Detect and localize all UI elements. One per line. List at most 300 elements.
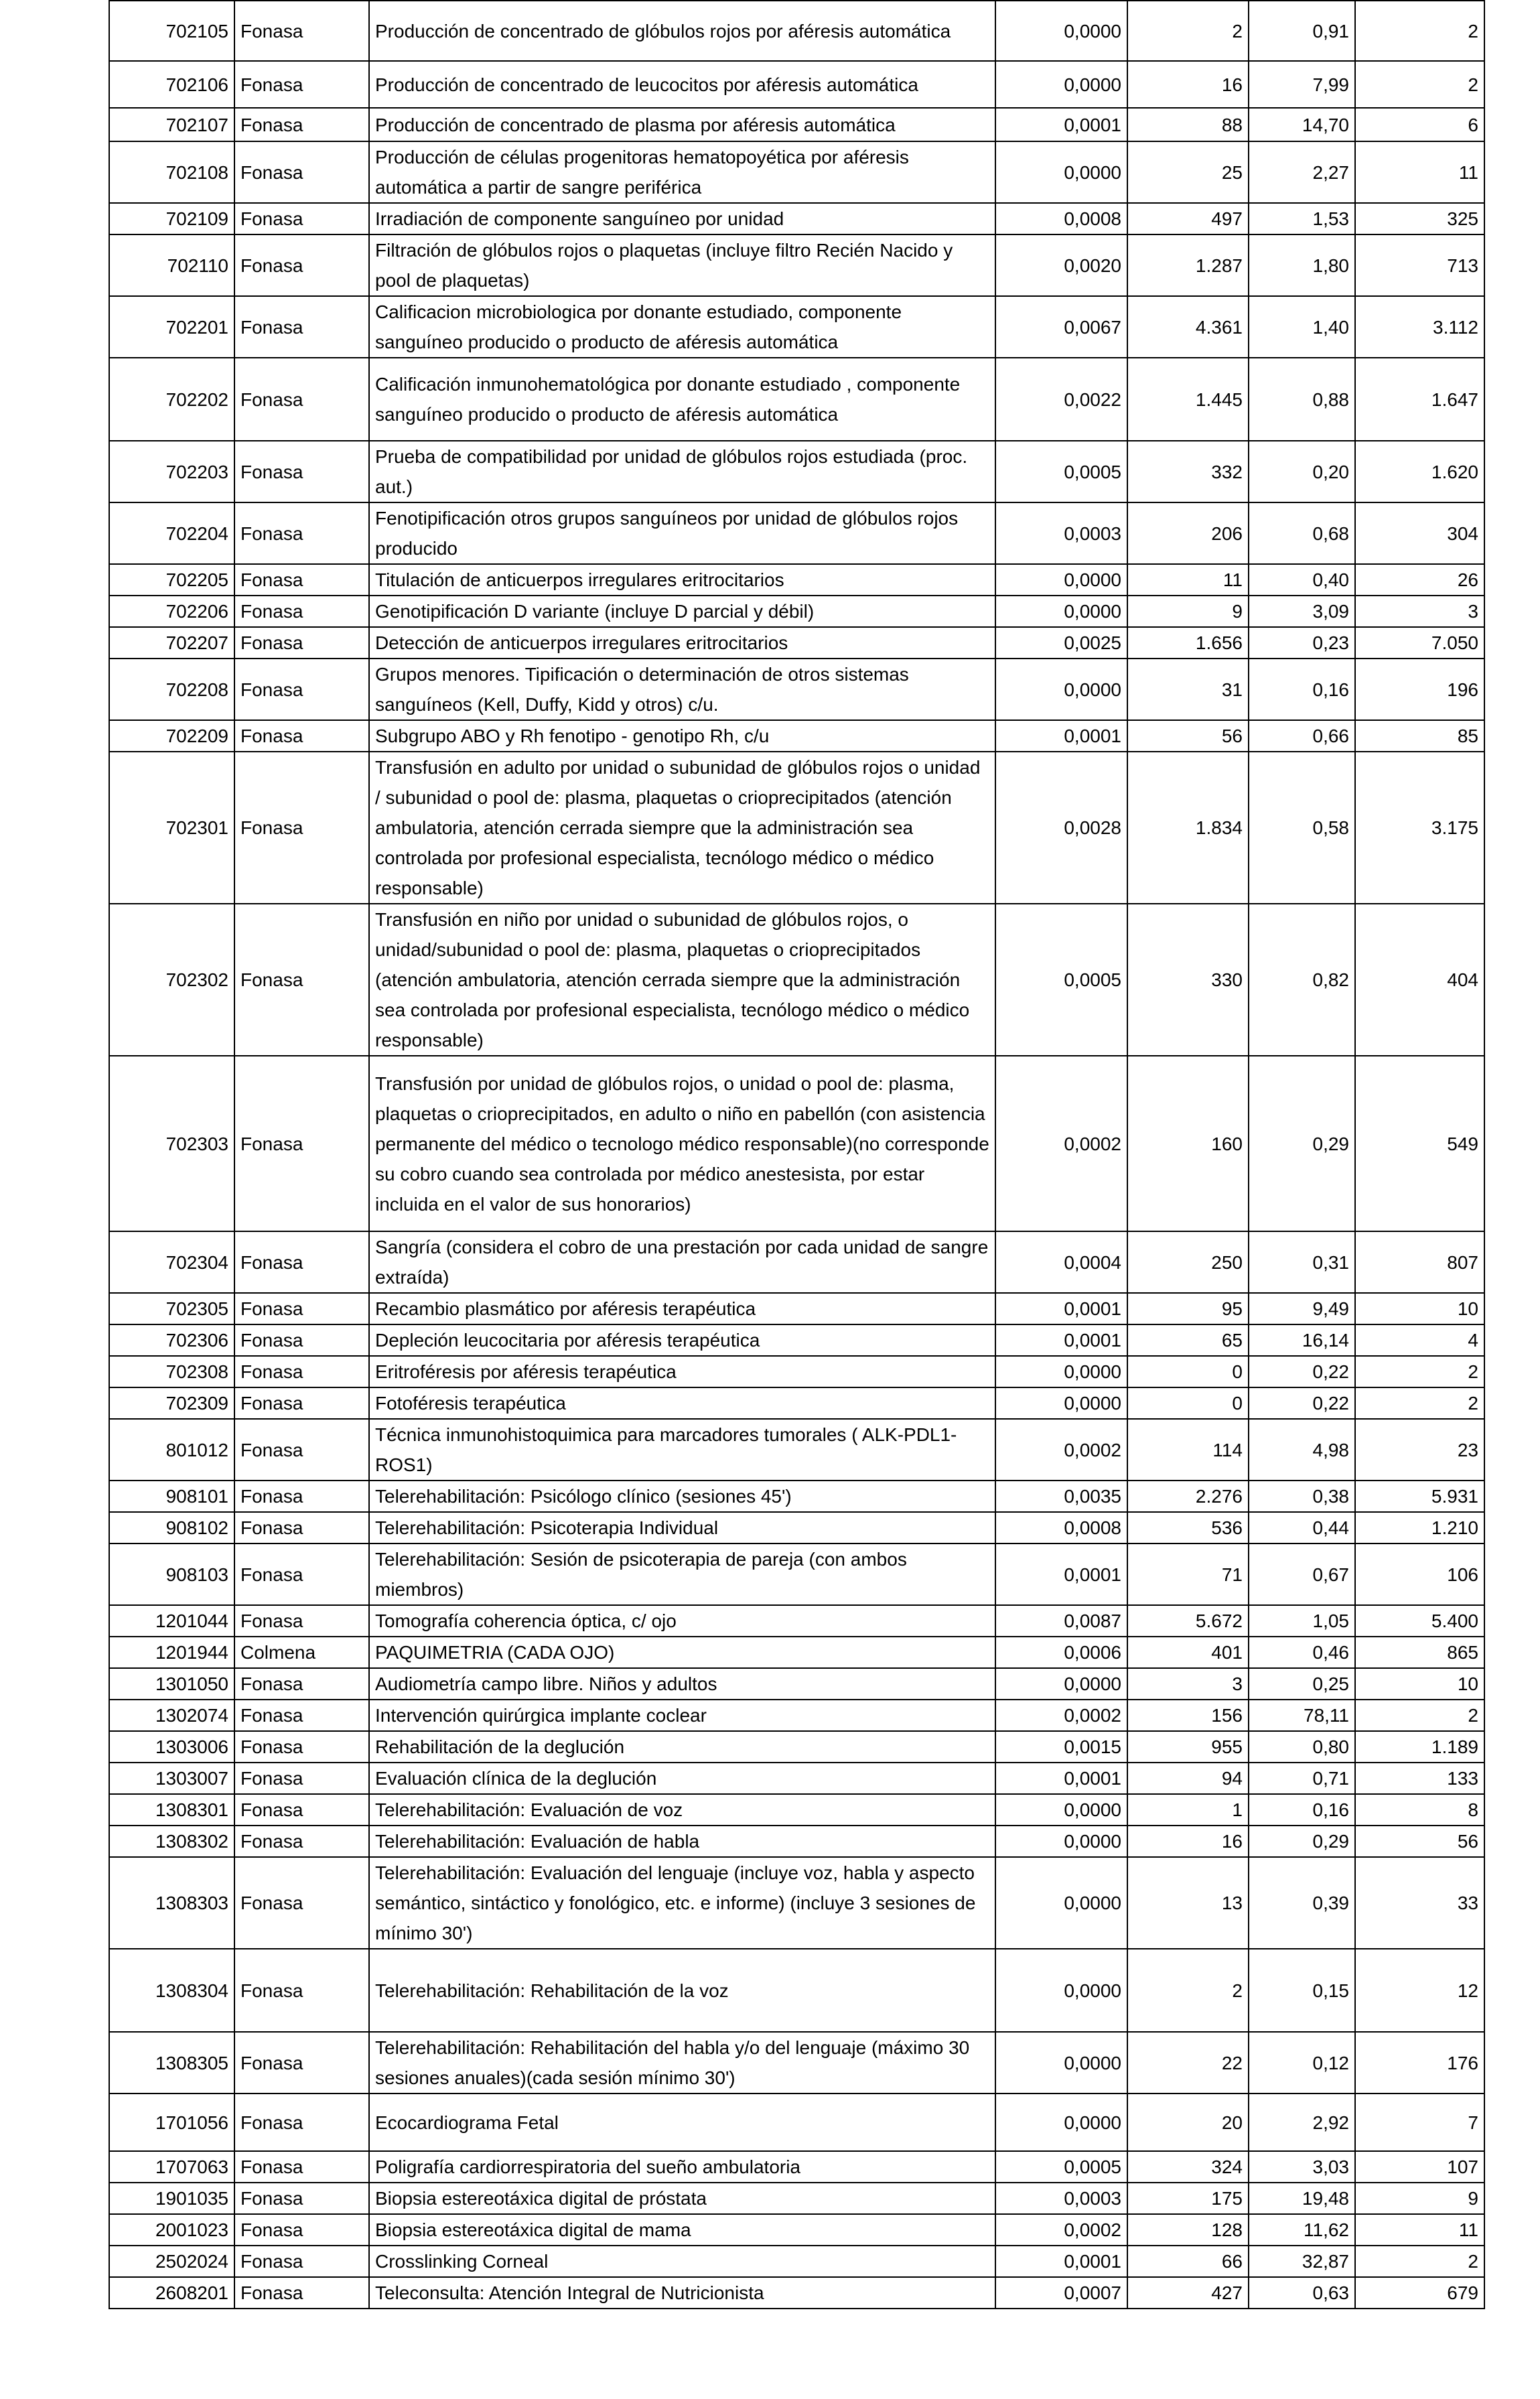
value-cell-4: 106	[1355, 1544, 1484, 1605]
value-cell-2: 1.445	[1127, 358, 1249, 441]
value-cell-3: 0,22	[1249, 1356, 1355, 1387]
insurer-cell: Fonasa	[234, 2246, 369, 2277]
value-cell-2: 65	[1127, 1324, 1249, 1356]
table-row	[109, 502, 1484, 564]
value-cell-4: 1.620	[1355, 441, 1484, 502]
value-cell-3: 0,29	[1249, 1826, 1355, 1857]
value-cell-3: 14,70	[1249, 108, 1355, 141]
table-row	[109, 1512, 1484, 1544]
value-cell-2: 1.287	[1127, 234, 1249, 296]
code-cell: 702110	[109, 234, 234, 296]
insurer-cell: Fonasa	[234, 1605, 369, 1637]
code-cell: 2502024	[109, 2246, 234, 2277]
value-cell-1: 0,0000	[995, 1826, 1127, 1857]
code-cell: 702109	[109, 203, 234, 234]
value-cell-1: 0,0000	[995, 2094, 1127, 2151]
description-cell: PAQUIMETRIA (CADA OJO)	[369, 1637, 995, 1668]
value-cell-3: 0,80	[1249, 1731, 1355, 1763]
prestaciones-table	[109, 0, 1485, 2309]
description-cell: Telerehabilitación: Psicoterapia Individual	[369, 1512, 995, 1544]
description-cell: Técnica inmunohistoquimica para marcadores tumorales ( ALK-PDL1-ROS1)	[369, 1419, 995, 1481]
value-cell-2: 9	[1127, 596, 1249, 627]
value-cell-4: 107	[1355, 2151, 1484, 2183]
insurer-cell: Fonasa	[234, 720, 369, 752]
value-cell-3: 0,91	[1249, 1, 1355, 61]
value-cell-2: 536	[1127, 1512, 1249, 1544]
value-cell-2: 2	[1127, 1, 1249, 61]
code-cell: 1308301	[109, 1794, 234, 1826]
description-cell: Transfusión por unidad de glóbulos rojos, o unidad o pool de: plasma, plaquetas o crioprecipitados, en adulto o niño en pabellón (con asistencia permanente del médico o tecnologo médico responsable)(no corresponde su cobro cuando sea controlada por médico anestesista, por estar incluida en el valor de sus honorarios)	[369, 1056, 995, 1231]
value-cell-1: 0,0000	[995, 1949, 1127, 2032]
code-cell: 2608201	[109, 2277, 234, 2309]
value-cell-2: 0	[1127, 1356, 1249, 1387]
description-cell: Calificación inmunohematológica por donante estudiado , componente sanguíneo producido o producto de aféresis automática	[369, 358, 995, 441]
value-cell-1: 0,0015	[995, 1731, 1127, 1763]
value-cell-3: 0,15	[1249, 1949, 1355, 2032]
code-cell: 1302074	[109, 1700, 234, 1731]
table-row	[109, 2094, 1484, 2151]
code-cell: 1707063	[109, 2151, 234, 2183]
description-cell: Tomografía coherencia óptica, c/ ojo	[369, 1605, 995, 1637]
value-cell-3: 11,62	[1249, 2214, 1355, 2246]
value-cell-4: 7.050	[1355, 627, 1484, 659]
description-cell: Transfusión en adulto por unidad o subunidad de glóbulos rojos o unidad / subunidad o pool de: plasma, plaquetas o crioprecipitados (atención ambulatoria, atención cerrada siempre que la administración sea controlada por profesional especialista, tecnólogo médico o médico responsable)	[369, 752, 995, 904]
value-cell-1: 0,0008	[995, 203, 1127, 234]
code-cell: 702308	[109, 1356, 234, 1387]
value-cell-4: 713	[1355, 234, 1484, 296]
value-cell-3: 0,58	[1249, 752, 1355, 904]
value-cell-1: 0,0006	[995, 1637, 1127, 1668]
description-cell: Telerehabilitación: Psicólogo clínico (sesiones 45')	[369, 1481, 995, 1512]
table-row	[109, 1419, 1484, 1481]
code-cell: 1303007	[109, 1763, 234, 1794]
description-cell: Fenotipificación otros grupos sanguíneos por unidad de glóbulos rojos producido	[369, 502, 995, 564]
value-cell-3: 0,38	[1249, 1481, 1355, 1512]
description-cell: Telerehabilitación: Evaluación del lenguaje (incluye voz, habla y aspecto semántico, sintáctico y fonológico, etc. e informe) (incluye 3 sesiones de mínimo 30')	[369, 1857, 995, 1949]
table-row	[109, 2214, 1484, 2246]
code-cell: 702206	[109, 596, 234, 627]
insurer-cell: Fonasa	[234, 904, 369, 1056]
value-cell-1: 0,0002	[995, 1419, 1127, 1481]
description-cell: Irradiación de componente sanguíneo por unidad	[369, 203, 995, 234]
value-cell-4: 3	[1355, 596, 1484, 627]
table-row	[109, 2183, 1484, 2214]
code-cell: 801012	[109, 1419, 234, 1481]
value-cell-4: 549	[1355, 1056, 1484, 1231]
description-cell: Titulación de anticuerpos irregulares eritrocitarios	[369, 564, 995, 596]
value-cell-3: 0,16	[1249, 1794, 1355, 1826]
description-cell: Biopsia estereotáxica digital de próstata	[369, 2183, 995, 2214]
code-cell: 702202	[109, 358, 234, 441]
table-row	[109, 1387, 1484, 1419]
insurer-cell: Fonasa	[234, 1387, 369, 1419]
description-cell: Ecocardiograma Fetal	[369, 2094, 995, 2151]
description-cell: Telerehabilitación: Sesión de psicoterapia de pareja (con ambos miembros)	[369, 1544, 995, 1605]
table-row	[109, 1763, 1484, 1794]
value-cell-2: 1.656	[1127, 627, 1249, 659]
description-cell: Crosslinking Corneal	[369, 2246, 995, 2277]
value-cell-1: 0,0001	[995, 1293, 1127, 1324]
insurer-cell: Fonasa	[234, 502, 369, 564]
code-cell: 1201944	[109, 1637, 234, 1668]
value-cell-2: 206	[1127, 502, 1249, 564]
code-cell: 908103	[109, 1544, 234, 1605]
value-cell-3: 0,67	[1249, 1544, 1355, 1605]
table-row	[109, 1324, 1484, 1356]
insurer-cell: Colmena	[234, 1637, 369, 1668]
table-row	[109, 1544, 1484, 1605]
table-row	[109, 627, 1484, 659]
table-row	[109, 1056, 1484, 1231]
value-cell-4: 176	[1355, 2032, 1484, 2094]
value-cell-4: 7	[1355, 2094, 1484, 2151]
table-row	[109, 1356, 1484, 1387]
code-cell: 702302	[109, 904, 234, 1056]
insurer-cell: Fonasa	[234, 1731, 369, 1763]
code-cell: 702207	[109, 627, 234, 659]
description-cell: Recambio plasmático por aféresis terapéutica	[369, 1293, 995, 1324]
value-cell-2: 128	[1127, 2214, 1249, 2246]
description-cell: Filtración de glóbulos rojos o plaquetas (incluye filtro Recién Nacido y pool de plaquetas)	[369, 234, 995, 296]
value-cell-3: 0,66	[1249, 720, 1355, 752]
insurer-cell: Fonasa	[234, 1794, 369, 1826]
code-cell: 702209	[109, 720, 234, 752]
value-cell-4: 404	[1355, 904, 1484, 1056]
value-cell-3: 1,53	[1249, 203, 1355, 234]
code-cell: 1308305	[109, 2032, 234, 2094]
insurer-cell: Fonasa	[234, 1481, 369, 1512]
value-cell-1: 0,0004	[995, 1231, 1127, 1293]
value-cell-4: 10	[1355, 1293, 1484, 1324]
value-cell-2: 497	[1127, 203, 1249, 234]
value-cell-3: 0,22	[1249, 1387, 1355, 1419]
description-cell: Telerehabilitación: Evaluación de voz	[369, 1794, 995, 1826]
value-cell-1: 0,0001	[995, 1544, 1127, 1605]
value-cell-2: 250	[1127, 1231, 1249, 1293]
value-cell-1: 0,0001	[995, 1324, 1127, 1356]
table-row	[109, 1605, 1484, 1637]
value-cell-4: 1.210	[1355, 1512, 1484, 1544]
description-cell: Producción de concentrado de plasma por aféresis automática	[369, 108, 995, 141]
table-row	[109, 564, 1484, 596]
insurer-cell: Fonasa	[234, 1324, 369, 1356]
value-cell-4: 5.400	[1355, 1605, 1484, 1637]
value-cell-4: 304	[1355, 502, 1484, 564]
value-cell-2: 94	[1127, 1763, 1249, 1794]
table-row	[109, 203, 1484, 234]
value-cell-1: 0,0005	[995, 441, 1127, 502]
insurer-cell: Fonasa	[234, 61, 369, 108]
value-cell-3: 0,29	[1249, 1056, 1355, 1231]
value-cell-2: 955	[1127, 1731, 1249, 1763]
code-cell: 702107	[109, 108, 234, 141]
value-cell-4: 33	[1355, 1857, 1484, 1949]
table-row	[109, 441, 1484, 502]
value-cell-4: 2	[1355, 1356, 1484, 1387]
table-row	[109, 596, 1484, 627]
value-cell-2: 1	[1127, 1794, 1249, 1826]
insurer-cell: Fonasa	[234, 1, 369, 61]
value-cell-1: 0,0000	[995, 1356, 1127, 1387]
value-cell-2: 31	[1127, 659, 1249, 720]
value-cell-2: 5.672	[1127, 1605, 1249, 1637]
description-cell: Fotoféresis terapéutica	[369, 1387, 995, 1419]
insurer-cell: Fonasa	[234, 596, 369, 627]
value-cell-2: 3	[1127, 1668, 1249, 1700]
value-cell-4: 12	[1355, 1949, 1484, 2032]
insurer-cell: Fonasa	[234, 141, 369, 203]
value-cell-4: 11	[1355, 141, 1484, 203]
insurer-cell: Fonasa	[234, 1544, 369, 1605]
value-cell-1: 0,0000	[995, 564, 1127, 596]
insurer-cell: Fonasa	[234, 1857, 369, 1949]
value-cell-3: 0,68	[1249, 502, 1355, 564]
value-cell-3: 0,82	[1249, 904, 1355, 1056]
description-cell: Eritroféresis por aféresis terapéutica	[369, 1356, 995, 1387]
value-cell-3: 0,16	[1249, 659, 1355, 720]
description-cell: Producción de células progenitoras hematopoyética por aféresis automática a partir de sangre periférica	[369, 141, 995, 203]
code-cell: 1308302	[109, 1826, 234, 1857]
description-cell: Sangría (considera el cobro de una prestación por cada unidad de sangre extraída)	[369, 1231, 995, 1293]
code-cell: 1308303	[109, 1857, 234, 1949]
table-row	[109, 141, 1484, 203]
value-cell-1: 0,0000	[995, 1668, 1127, 1700]
code-cell: 1901035	[109, 2183, 234, 2214]
table-row	[109, 1231, 1484, 1293]
value-cell-3: 0,71	[1249, 1763, 1355, 1794]
value-cell-4: 26	[1355, 564, 1484, 596]
table-row	[109, 2246, 1484, 2277]
description-cell: Poligrafía cardiorrespiratoria del sueño ambulatoria	[369, 2151, 995, 2183]
description-cell: Genotipificación D variante (incluye D parcial y débil)	[369, 596, 995, 627]
value-cell-3: 19,48	[1249, 2183, 1355, 2214]
table-row	[109, 752, 1484, 904]
table-body	[109, 1, 1484, 2309]
code-cell: 702205	[109, 564, 234, 596]
description-cell: Rehabilitación de la deglución	[369, 1731, 995, 1763]
insurer-cell: Fonasa	[234, 1293, 369, 1324]
code-cell: 702306	[109, 1324, 234, 1356]
value-cell-3: 0,23	[1249, 627, 1355, 659]
description-cell: Subgrupo ABO y Rh fenotipo - genotipo Rh, c/u	[369, 720, 995, 752]
insurer-cell: Fonasa	[234, 234, 369, 296]
table-row	[109, 904, 1484, 1056]
value-cell-1: 0,0003	[995, 2183, 1127, 2214]
value-cell-2: 332	[1127, 441, 1249, 502]
description-cell: Teleconsulta: Atención Integral de Nutricionista	[369, 2277, 995, 2309]
value-cell-4: 4	[1355, 1324, 1484, 1356]
value-cell-3: 0,88	[1249, 358, 1355, 441]
code-cell: 702106	[109, 61, 234, 108]
value-cell-4: 2	[1355, 1, 1484, 61]
value-cell-4: 325	[1355, 203, 1484, 234]
value-cell-1: 0,0000	[995, 61, 1127, 108]
value-cell-1: 0,0005	[995, 904, 1127, 1056]
value-cell-2: 11	[1127, 564, 1249, 596]
code-cell: 702303	[109, 1056, 234, 1231]
value-cell-3: 78,11	[1249, 1700, 1355, 1731]
code-cell: 702105	[109, 1, 234, 61]
value-cell-1: 0,0000	[995, 141, 1127, 203]
table-row	[109, 61, 1484, 108]
value-cell-4: 8	[1355, 1794, 1484, 1826]
value-cell-2: 56	[1127, 720, 1249, 752]
insurer-cell: Fonasa	[234, 2032, 369, 2094]
value-cell-3: 0,63	[1249, 2277, 1355, 2309]
value-cell-2: 2.276	[1127, 1481, 1249, 1512]
value-cell-4: 10	[1355, 1668, 1484, 1700]
value-cell-3: 9,49	[1249, 1293, 1355, 1324]
value-cell-3: 1,80	[1249, 234, 1355, 296]
value-cell-2: 71	[1127, 1544, 1249, 1605]
value-cell-3: 2,27	[1249, 141, 1355, 203]
code-cell: 908102	[109, 1512, 234, 1544]
value-cell-3: 0,25	[1249, 1668, 1355, 1700]
code-cell: 1308304	[109, 1949, 234, 2032]
value-cell-1: 0,0025	[995, 627, 1127, 659]
code-cell: 1201044	[109, 1605, 234, 1637]
code-cell: 702305	[109, 1293, 234, 1324]
value-cell-1: 0,0000	[995, 659, 1127, 720]
insurer-cell: Fonasa	[234, 1512, 369, 1544]
value-cell-4: 5.931	[1355, 1481, 1484, 1512]
table-row	[109, 1, 1484, 61]
value-cell-1: 0,0000	[995, 1387, 1127, 1419]
table-row	[109, 1481, 1484, 1512]
insurer-cell: Fonasa	[234, 1056, 369, 1231]
table-row	[109, 659, 1484, 720]
description-cell: Audiometría campo libre. Niños y adultos	[369, 1668, 995, 1700]
value-cell-1: 0,0005	[995, 2151, 1127, 2183]
code-cell: 702203	[109, 441, 234, 502]
value-cell-2: 0	[1127, 1387, 1249, 1419]
value-cell-4: 11	[1355, 2214, 1484, 2246]
value-cell-3: 4,98	[1249, 1419, 1355, 1481]
value-cell-2: 427	[1127, 2277, 1249, 2309]
description-cell: Telerehabilitación: Rehabilitación de la voz	[369, 1949, 995, 2032]
code-cell: 1301050	[109, 1668, 234, 1700]
value-cell-4: 3.112	[1355, 296, 1484, 358]
description-cell: Depleción leucocitaria por aféresis terapéutica	[369, 1324, 995, 1356]
insurer-cell: Fonasa	[234, 564, 369, 596]
insurer-cell: Fonasa	[234, 1668, 369, 1700]
table-row	[109, 234, 1484, 296]
value-cell-4: 9	[1355, 2183, 1484, 2214]
value-cell-1: 0,0028	[995, 752, 1127, 904]
table-row	[109, 296, 1484, 358]
value-cell-4: 1.647	[1355, 358, 1484, 441]
code-cell: 908101	[109, 1481, 234, 1512]
value-cell-1: 0,0000	[995, 596, 1127, 627]
value-cell-2: 25	[1127, 141, 1249, 203]
value-cell-3: 0,31	[1249, 1231, 1355, 1293]
insurer-cell: Fonasa	[234, 1231, 369, 1293]
value-cell-4: 865	[1355, 1637, 1484, 1668]
code-cell: 702301	[109, 752, 234, 904]
code-cell: 702108	[109, 141, 234, 203]
value-cell-4: 6	[1355, 108, 1484, 141]
value-cell-1: 0,0003	[995, 502, 1127, 564]
value-cell-4: 85	[1355, 720, 1484, 752]
value-cell-3: 3,09	[1249, 596, 1355, 627]
value-cell-2: 324	[1127, 2151, 1249, 2183]
insurer-cell: Fonasa	[234, 203, 369, 234]
code-cell: 702309	[109, 1387, 234, 1419]
insurer-cell: Fonasa	[234, 296, 369, 358]
value-cell-2: 156	[1127, 1700, 1249, 1731]
value-cell-2: 1.834	[1127, 752, 1249, 904]
value-cell-1: 0,0002	[995, 1700, 1127, 1731]
value-cell-1: 0,0087	[995, 1605, 1127, 1637]
value-cell-4: 3.175	[1355, 752, 1484, 904]
value-cell-1: 0,0000	[995, 1857, 1127, 1949]
value-cell-4: 56	[1355, 1826, 1484, 1857]
value-cell-2: 13	[1127, 1857, 1249, 1949]
value-cell-2: 22	[1127, 2032, 1249, 2094]
insurer-cell: Fonasa	[234, 2183, 369, 2214]
table-row	[109, 1857, 1484, 1949]
value-cell-4: 1.189	[1355, 1731, 1484, 1763]
value-cell-3: 0,46	[1249, 1637, 1355, 1668]
value-cell-1: 0,0000	[995, 1794, 1127, 1826]
value-cell-1: 0,0035	[995, 1481, 1127, 1512]
value-cell-1: 0,0001	[995, 108, 1127, 141]
insurer-cell: Fonasa	[234, 2094, 369, 2151]
insurer-cell: Fonasa	[234, 2214, 369, 2246]
value-cell-3: 0,40	[1249, 564, 1355, 596]
value-cell-1: 0,0008	[995, 1512, 1127, 1544]
insurer-cell: Fonasa	[234, 1949, 369, 2032]
value-cell-1: 0,0002	[995, 2214, 1127, 2246]
table-row	[109, 1668, 1484, 1700]
table-row	[109, 1826, 1484, 1857]
value-cell-4: 196	[1355, 659, 1484, 720]
description-cell: Prueba de compatibilidad por unidad de glóbulos rojos estudiada (proc. aut.)	[369, 441, 995, 502]
table-row	[109, 2151, 1484, 2183]
value-cell-2: 114	[1127, 1419, 1249, 1481]
table-row	[109, 358, 1484, 441]
description-cell: Telerehabilitación: Rehabilitación del habla y/o del lenguaje (máximo 30 sesiones anuales)(cada sesión mínimo 30')	[369, 2032, 995, 2094]
value-cell-1: 0,0007	[995, 2277, 1127, 2309]
value-cell-2: 401	[1127, 1637, 1249, 1668]
description-cell: Telerehabilitación: Evaluación de habla	[369, 1826, 995, 1857]
value-cell-3: 16,14	[1249, 1324, 1355, 1356]
value-cell-4: 23	[1355, 1419, 1484, 1481]
value-cell-1: 0,0001	[995, 1763, 1127, 1794]
value-cell-4: 2	[1355, 1387, 1484, 1419]
table-row	[109, 108, 1484, 141]
value-cell-3: 0,39	[1249, 1857, 1355, 1949]
value-cell-1: 0,0000	[995, 2032, 1127, 2094]
value-cell-2: 4.361	[1127, 296, 1249, 358]
insurer-cell: Fonasa	[234, 1419, 369, 1481]
insurer-cell: Fonasa	[234, 1700, 369, 1731]
value-cell-3: 7,99	[1249, 61, 1355, 108]
insurer-cell: Fonasa	[234, 358, 369, 441]
table-row	[109, 1637, 1484, 1668]
insurer-cell: Fonasa	[234, 752, 369, 904]
insurer-cell: Fonasa	[234, 627, 369, 659]
value-cell-3: 1,40	[1249, 296, 1355, 358]
code-cell: 2001023	[109, 2214, 234, 2246]
table-row	[109, 2032, 1484, 2094]
value-cell-3: 0,44	[1249, 1512, 1355, 1544]
description-cell: Transfusión en niño por unidad o subunidad de glóbulos rojos, o unidad/subunidad o pool de: plasma, plaquetas o crioprecipitados (atención ambulatoria, atención cerrada siempre que la administración sea controlada por profesional especialista, tecnólogo médico o médico responsable)	[369, 904, 995, 1056]
description-cell: Intervención quirúrgica implante coclear	[369, 1700, 995, 1731]
value-cell-3: 0,20	[1249, 441, 1355, 502]
description-cell: Producción de concentrado de leucocitos por aféresis automática	[369, 61, 995, 108]
insurer-cell: Fonasa	[234, 108, 369, 141]
